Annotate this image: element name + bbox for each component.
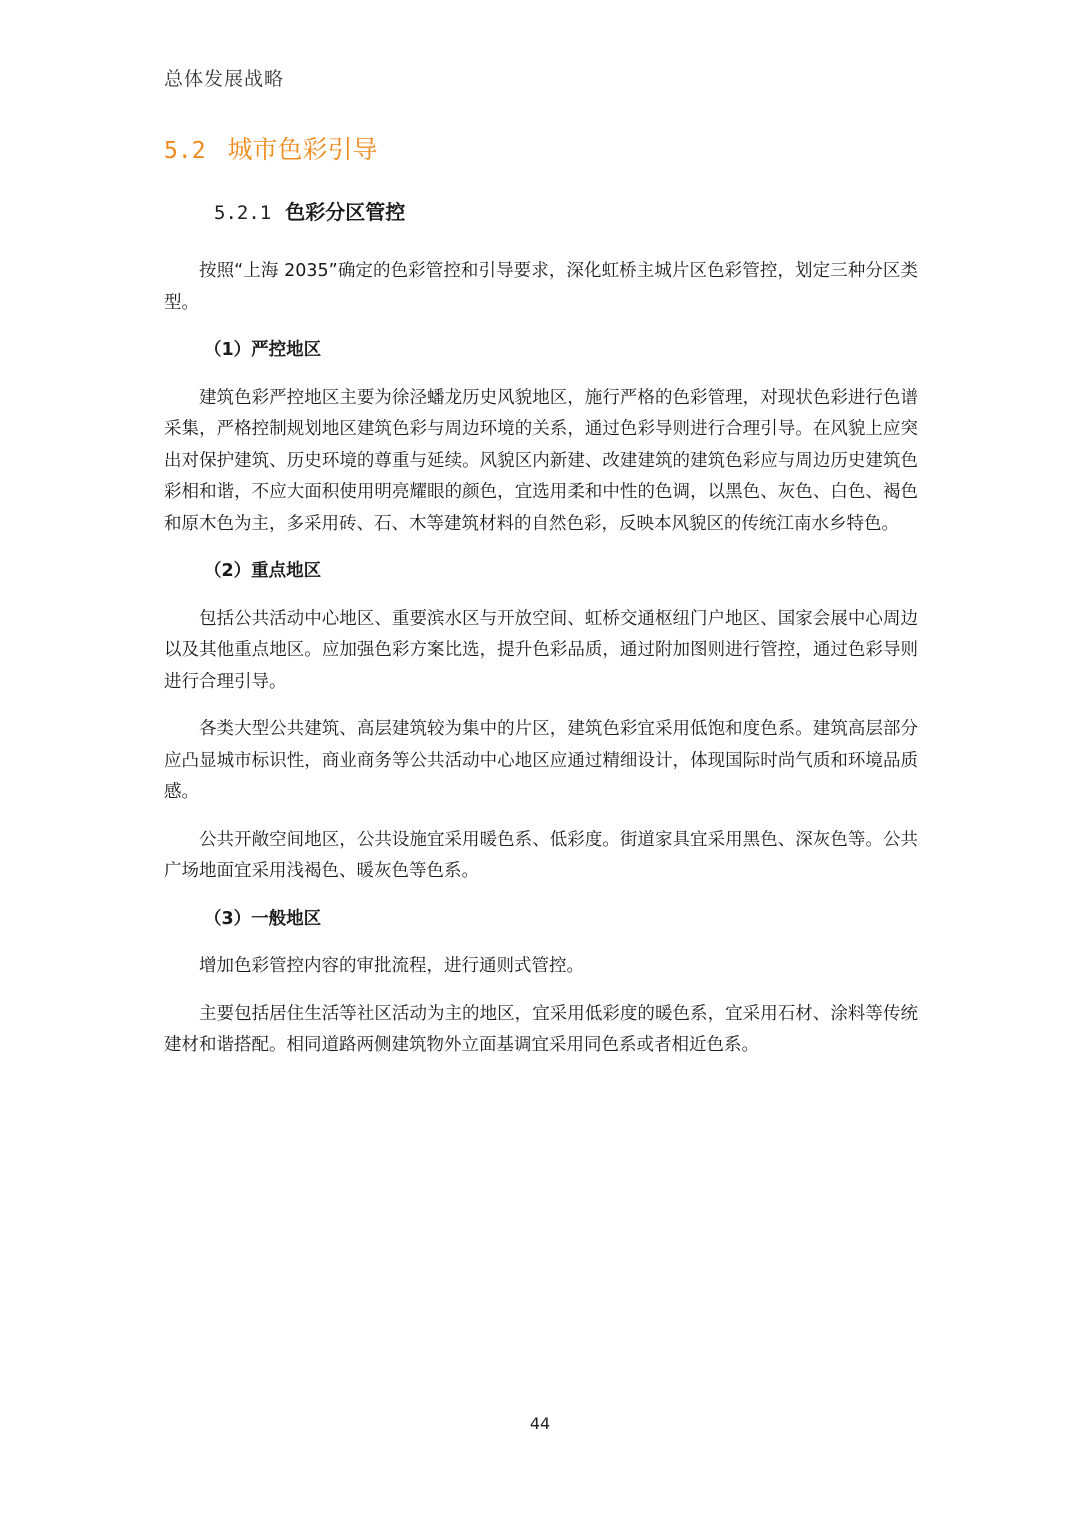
zone-strict-paragraph: 建筑色彩严控地区主要为徐泾蟠龙历史风貌地区，施行严格的色彩管理，对现状色彩进行色谱采集，严格控制规划地区建筑色彩与周边环境的关系，通过色彩导则进行合理引导。在风貌上应突出对保护建筑、历史环境的尊重与延续。风貌区内新建、改建建筑的建筑色彩应与周边历史建筑色彩相和谐，不应大面积使用明亮耀眼的颜色，宜选用柔和中性的色调，以黑色、灰色、白色、褐色和原木色为主，多采用砖、石、木等建筑材料的自然色彩，反映本风貌区的传统江南水乡特色。: [164, 387, 918, 534]
page-number: 44: [529, 1414, 551, 1433]
subsection-title: 色彩分区管控: [285, 200, 406, 224]
zone-key-paragraph-2: 各类大型公共建筑、高层建筑较为集中的片区，建筑色彩宜采用低饱和度色系。建筑高层部分应凸显城市标识性，商业商务等公共活动中心地区应通过精细设计，体现国际时尚气质和环境品质感。: [164, 719, 918, 802]
zone-key-paragraph-3: 公共开敞空间地区，公共设施宜采用暖色系、低彩度。街道家具宜采用黑色、深灰色等。公共广场地面宜采用浅褐色、暖灰色等色系。: [164, 829, 918, 881]
intro-paragraph: 按照“上海 2035”确定的色彩管控和引导要求，深化虹桥主城片区色彩管控，划定三种分区类型。: [164, 261, 918, 313]
section-title: 城市色彩引导: [227, 135, 378, 164]
running-header: 总体发展战略: [164, 68, 285, 90]
zone-heading-key: （2）重点地区: [204, 561, 322, 581]
zone-heading-strict: （1）严控地区: [204, 340, 322, 360]
zone-heading-general: （3）一般地区: [204, 908, 322, 929]
section-number: 5.2: [164, 138, 206, 164]
section-heading: [164, 130, 378, 166]
zone-general-paragraph-2: 主要包括居住生活等社区活动为主的地区，宜采用低彩度的暖色系，宜采用石材、涂料等传统建材和谐搭配。相同道路两侧建筑物外立面基调宜采用同色系或者相近色系。: [164, 1003, 918, 1055]
subsection-heading: [214, 196, 405, 225]
zone-general-paragraph-1: 增加色彩管控内容的审批流程，进行通则式管控。: [199, 956, 584, 976]
zone-key-paragraph-1: 包括公共活动中心地区、重要滨水区与开放空间、虹桥交通枢纽门户地区、国家会展中心周边以及其他重点地区。应加强色彩方案比选，提升色彩品质，通过附加图则进行管控，通过色彩导则进行合理引导。: [164, 608, 918, 692]
subsection-number: 5.2.1: [214, 202, 272, 224]
body-content: [164, 256, 918, 1078]
